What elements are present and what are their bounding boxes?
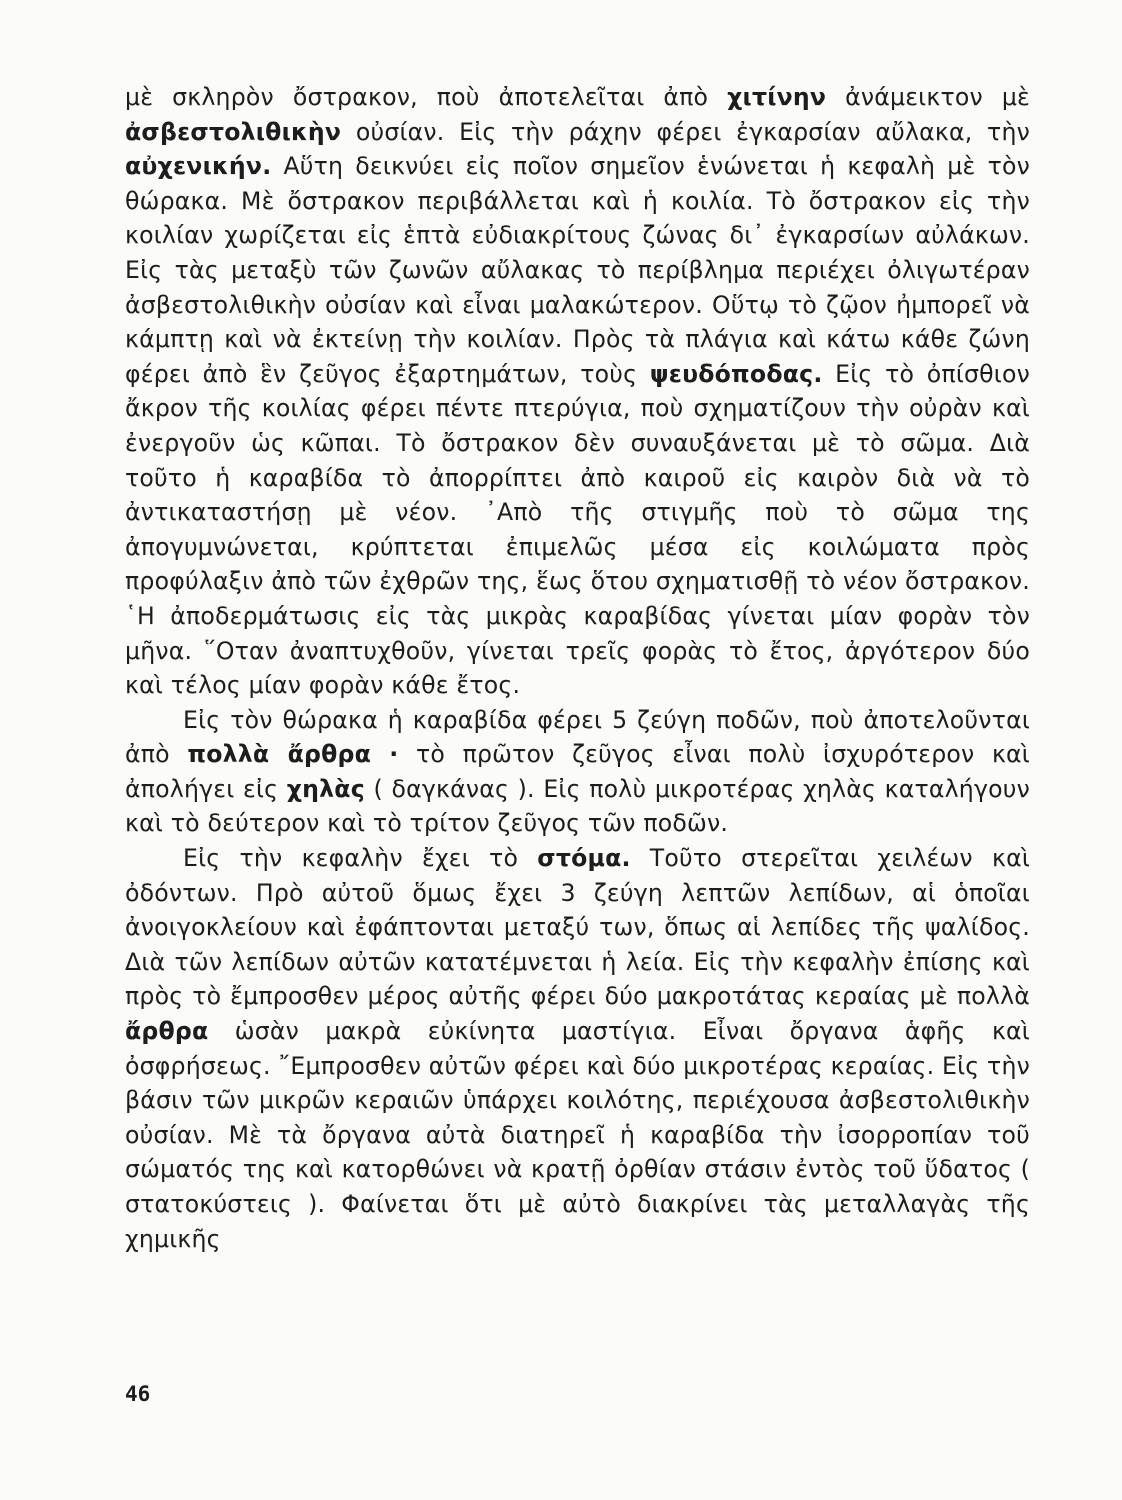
text-segment: Τοῦτο στερεῖται χειλέων καὶ ὀδόντων. Πρὸ αὐτοῦ ὅμως ἔχει 3 ζεύγη λεπτῶν λεπίδων, αἱ ὁποῖαι ἀνοιγοκλείουν καὶ ἐφάπτονται μεταξύ των, ὅπως αἱ λεπίδες τῆς ψαλίδος. Διὰ τῶν λεπίδων αὐτῶν κατατέμνεται ἡ λεία. Εἰς τὴν κεφαλὴν ἐπίσης καὶ πρὸς τὸ ἔμπροσθεν μέρος αὐτῆς φέρει δύο μακροτάτας κεραίας μὲ πολλὰ (125, 844, 1031, 1011)
page-number: 46 (125, 1382, 151, 1406)
text-segment: Εἰς τὸ ὀπίσθιον ἄκρον τῆς κοιλίας φέρει πέντε πτερύγια, ποὺ σχηματίζουν τὴν οὐρὰν καὶ ἐνεργοῦν ὡς κῶπαι. Τὸ ὄστρακον δὲν συναυξάνεται μὲ τὸ σῶμα. Διὰ τοῦτο ἡ καραβίδα τὸ ἀπορρίπτει ἀπὸ καιροῦ εἰς καιρὸν διὰ νὰ τὸ ἀντικαταστήσῃ μὲ νέον. ᾿Απὸ τῆς στιγμῆς ποὺ τὸ σῶμα της ἀπογυμνώνεται, κρύπτεται ἐπιμελῶς μέσα εἰς κοιλώματα πρὸς προφύλαξιν ἀπὸ τῶν ἐχθρῶν της, ἕως ὅτου σχηματισθῇ τὸ νέον ὄστρακον. ῾Η ἀποδερμάτωσις εἰς τὰς μικρὰς καραβίδας γίνεται μίαν φορὰν τὸν μῆνα. ῞Οταν ἀναπτυχθοῦν, γίνεται τρεῖς φορὰς τὸ ἔτος, ἀργότερον δύο καὶ τέλος μίαν φορὰν κάθε ἔτος. (125, 359, 1030, 700)
text-segment: Αὕτη δεικνύει εἰς ποῖον σημεῖον ἑνώνεται ἡ κεφαλὴ μὲ τὸν θώρακα. Μὲ ὄστρακον περιβάλλεται καὶ ἡ κοιλία. Τὸ ὄστρακον εἰς τὴν κοιλίαν χωρίζεται εἰς ἑπτὰ εὐδιακρίτους ζώνας δι᾽ ἐγκαρσίων αὐλάκων. Εἰς τὰς μεταξὺ τῶν ζωνῶν αὔλακας τὸ περίβλημα περιέχει ὀλιγωτέραν ἀσβεστολιθικὴν οὐσίαν καὶ εἶναι μαλακώτερον. Οὕτῳ τὸ ζῷον ἠμπορεῖ νὰ κάμπτῃ καὶ νὰ ἐκτείνῃ τὴν κοιλίαν. Πρὸς τὰ πλάγια καὶ κάτω κάθε ζώνη φέρει ἀπὸ ἓν ζεῦγος ἐξαρτημάτων, τοὺς (125, 152, 1030, 388)
text-segment: τὸ πρῶτον ζεῦγος εἶναι πολὺ ἰσχυρότερον καὶ ἀπολήγει εἰς (125, 740, 1030, 803)
paragraph-3 (125, 841, 1030, 1256)
text-segment: ἀνάμεικτον μὲ (826, 83, 1031, 111)
bold-term: χηλὰς (286, 774, 365, 803)
text-segment: Εἰς τὸν θώρακα ἡ καραβίδα φέρει 5 ζεύγη ποδῶν, ποὺ ἀποτελοῦνται ἀπὸ (125, 705, 1030, 769)
bold-term: ἀσβεστολιθικὴν (125, 117, 342, 146)
bold-term: ψευδόποδας. (649, 359, 823, 388)
text-segment: οὐσίαν. Εἰς τὴν ράχην φέρει ἐγκαρσίαν αὔλακα, τὴν (341, 117, 1030, 146)
text-segment: ( δαγκάνας ). Εἰς πολὺ μικροτέρας χηλὰς καταλήγουν καὶ τὸ δεύτερον καὶ τὸ τρίτον ζεῦγος τῶν ποδῶν. (125, 774, 1030, 838)
text-segment: ὡσὰν μακρὰ εὐκίνητα μαστίγια. Εἶναι ὄργανα ἁφῆς καὶ ὀσφρήσεως. ῎Εμπροσθεν αὐτῶν φέρει καὶ δύο μικροτέρας κεραίας. Εἰς τὴν βάσιν τῶν μικρῶν κεραιῶν ὑπάρχει κοιλότης, περιέχουσα ἀσβεστολιθικὴν οὐσίαν. Μὲ τὰ ὄργανα αὐτὰ διατηρεῖ ἡ καραβίδα τὴν ἰσορροπίαν τοῦ σώματός της καὶ κατορθώνει νὰ κρατῇ ὀρθίαν στάσιν ἐντὸς τοῦ ὕδατος ( στατοκύστεις ). Φαίνεται ὅτι μὲ αὐτὸ διακρίνει τὰς μεταλλαγὰς τῆς χημικῆς (125, 1017, 1030, 1253)
text-segment: Εἰς τὴν κεφαλὴν ἔχει τὸ (183, 844, 538, 873)
text-segment: μὲ σκληρὸν ὄστρακον, ποὺ ἀποτελεῖται ἀπὸ (125, 83, 728, 111)
bold-term: πολλὰ ἄρθρα · (187, 740, 399, 769)
body-text (125, 80, 1030, 1256)
bold-term: αὐχενικήν. (125, 152, 272, 181)
paragraph-2 (125, 703, 1030, 841)
bold-term: ἄρθρα (125, 1017, 209, 1046)
bold-term: χιτίνην (727, 83, 827, 111)
bold-term: στόμα. (537, 844, 631, 873)
paragraph-1 (125, 80, 1030, 703)
